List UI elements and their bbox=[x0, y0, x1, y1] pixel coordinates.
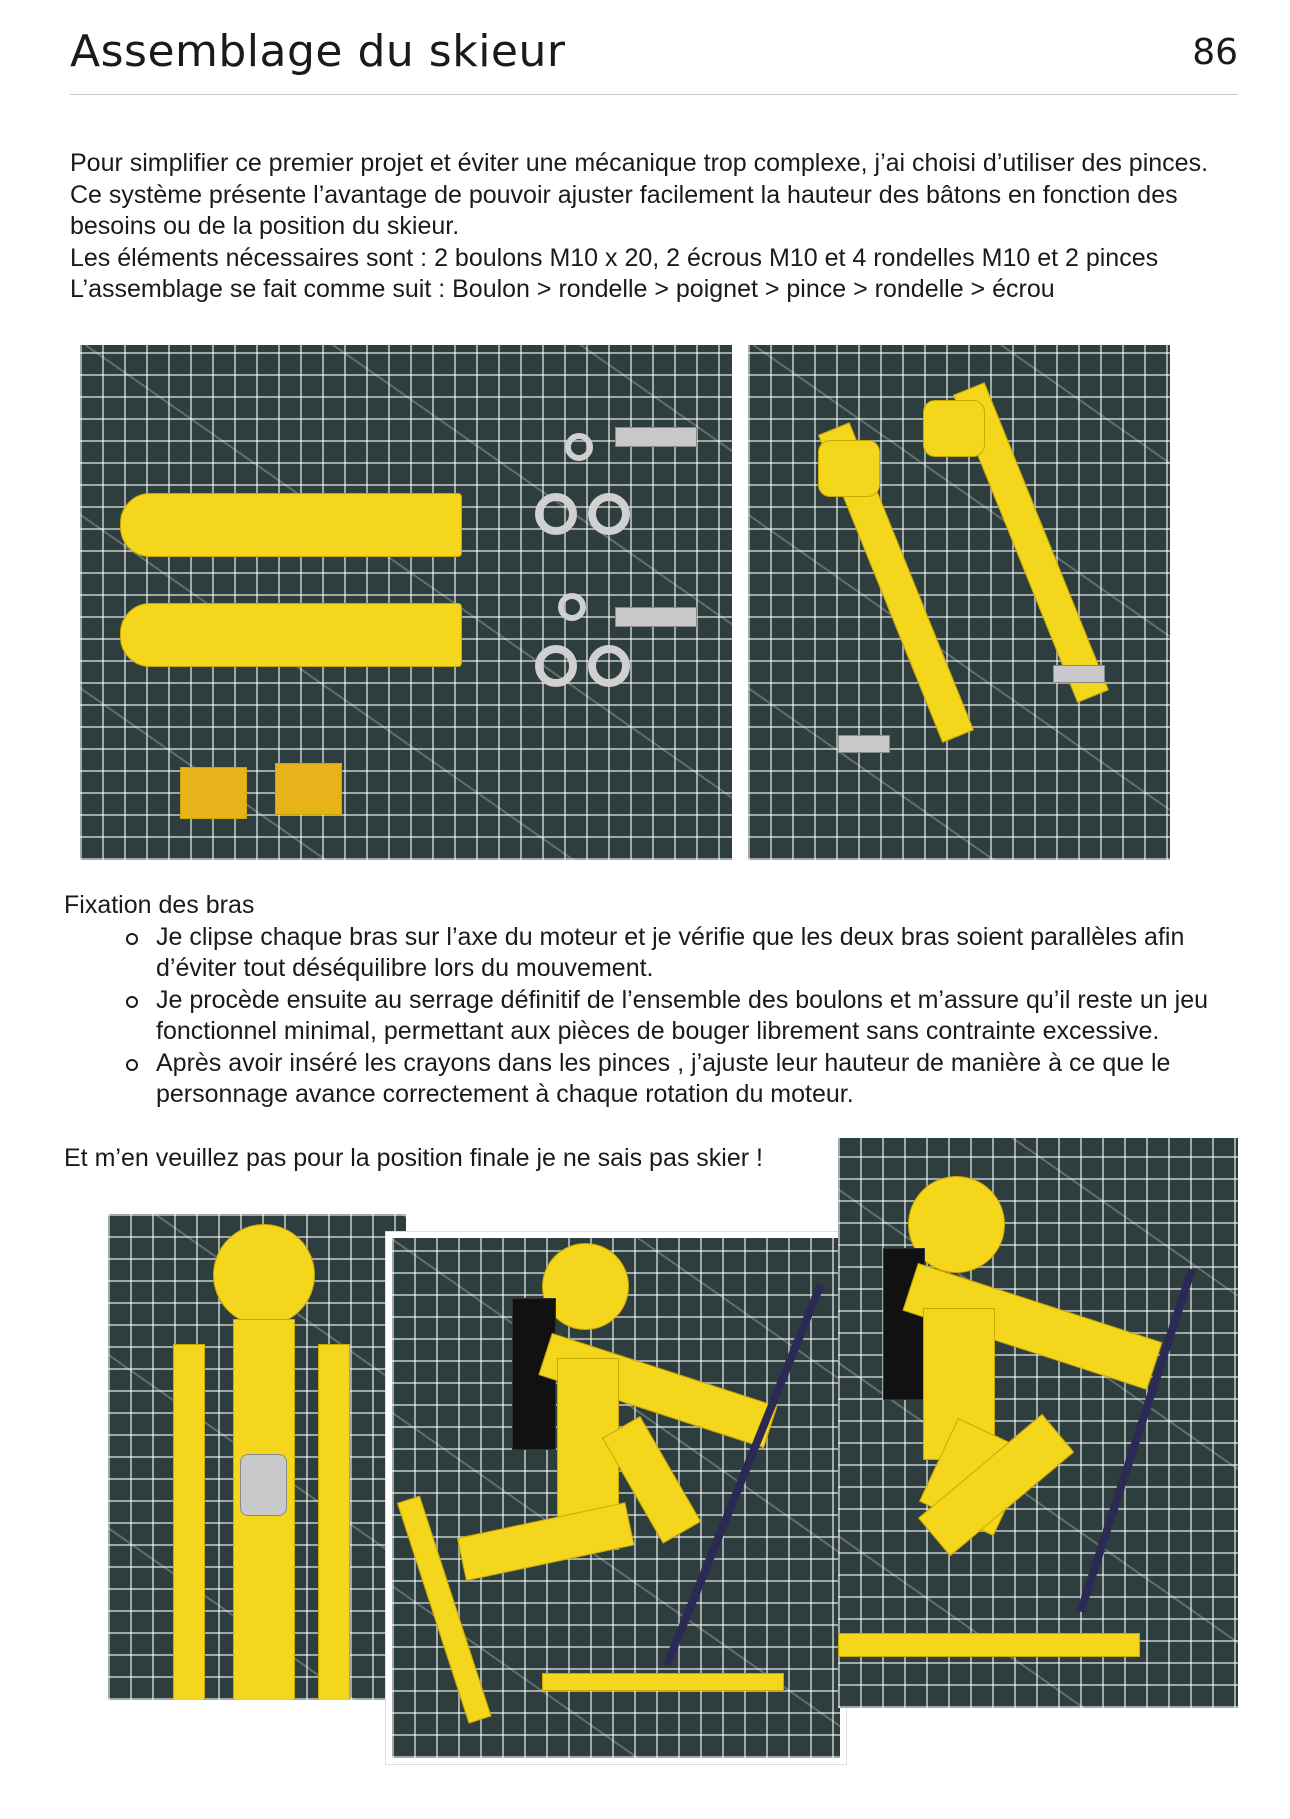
arms-with-clips-photo bbox=[748, 345, 1170, 860]
bolt bbox=[615, 427, 697, 447]
skier-leg bbox=[457, 1502, 634, 1581]
header-divider bbox=[70, 94, 1238, 95]
skier-arm bbox=[173, 1344, 205, 1700]
motor bbox=[240, 1454, 287, 1516]
skier-front-photo bbox=[108, 1214, 406, 1700]
bolt bbox=[615, 607, 697, 627]
ski bbox=[542, 1673, 784, 1691]
arm-hub bbox=[818, 440, 880, 497]
ski bbox=[838, 1633, 1140, 1657]
section-heading: Fixation des bras bbox=[64, 891, 255, 919]
nut bbox=[558, 593, 586, 621]
pencil-pole bbox=[663, 1283, 824, 1666]
page-number: 86 bbox=[1192, 32, 1238, 73]
bolt bbox=[838, 735, 890, 753]
list-item: Après avoir inséré les crayons dans les pinces , j’ajuste leur hauteur de manière à ce que le personnage avance correctement à chaque rotation du moteur. bbox=[156, 1048, 1244, 1111]
parts-layout-photo bbox=[80, 345, 732, 860]
page-title: Assemblage du skieur bbox=[70, 26, 566, 77]
yellow-arm-part bbox=[120, 493, 462, 557]
intro-assembly: L’assemblage se fait comme suit : Boulon > rondelle > poignet > pince > rondelle > écrou bbox=[70, 275, 1055, 303]
skier-side-left-photo bbox=[386, 1232, 846, 1764]
closing-remark: Et m’en veuillez pas pour la position finale je ne sais pas skier ! bbox=[64, 1144, 763, 1172]
washer bbox=[588, 493, 630, 535]
skier-head bbox=[213, 1224, 315, 1326]
washer bbox=[588, 645, 630, 687]
yellow-arm-part bbox=[120, 603, 462, 667]
intro-text bbox=[70, 148, 1230, 306]
arm-fixation-section bbox=[64, 890, 1244, 1111]
skier-side-right-photo bbox=[838, 1138, 1238, 1708]
list-item: Je clipse chaque bras sur l’axe du moteur et je vérifie que les deux bras soient parallèles afin d’éviter tout déséquilibre lors du mouvement. bbox=[156, 922, 1244, 985]
skier-arm bbox=[318, 1344, 350, 1700]
washer bbox=[535, 493, 577, 535]
fixation-list bbox=[64, 922, 1244, 1111]
arm-hub bbox=[923, 400, 985, 457]
bolt bbox=[1053, 665, 1105, 683]
binder-clip bbox=[275, 763, 342, 815]
intro-elements: Les éléments nécessaires sont : 2 boulons M10 x 20, 2 écrous M10 et 4 rondelles M10 et 2 pinces bbox=[70, 243, 1159, 272]
nut bbox=[565, 433, 593, 461]
intro-paragraph: Pour simplifier ce premier projet et éviter une mécanique trop complexe, j’ai choisi d’utiliser des pinces. Ce système présente l’avantage de pouvoir ajuster facilement la hauteur des bâtons en fonction des besoins ou de la position du skieur. bbox=[70, 149, 1209, 240]
ski bbox=[397, 1496, 492, 1724]
list-item: Je procède ensuite au serrage définitif de l’ensemble des boulons et m’assure qu’il reste un jeu fonctionnel minimal, permettant aux pièces de bouger librement sans contrainte excessive. bbox=[156, 985, 1244, 1048]
binder-clip bbox=[180, 767, 247, 819]
washer bbox=[535, 645, 577, 687]
